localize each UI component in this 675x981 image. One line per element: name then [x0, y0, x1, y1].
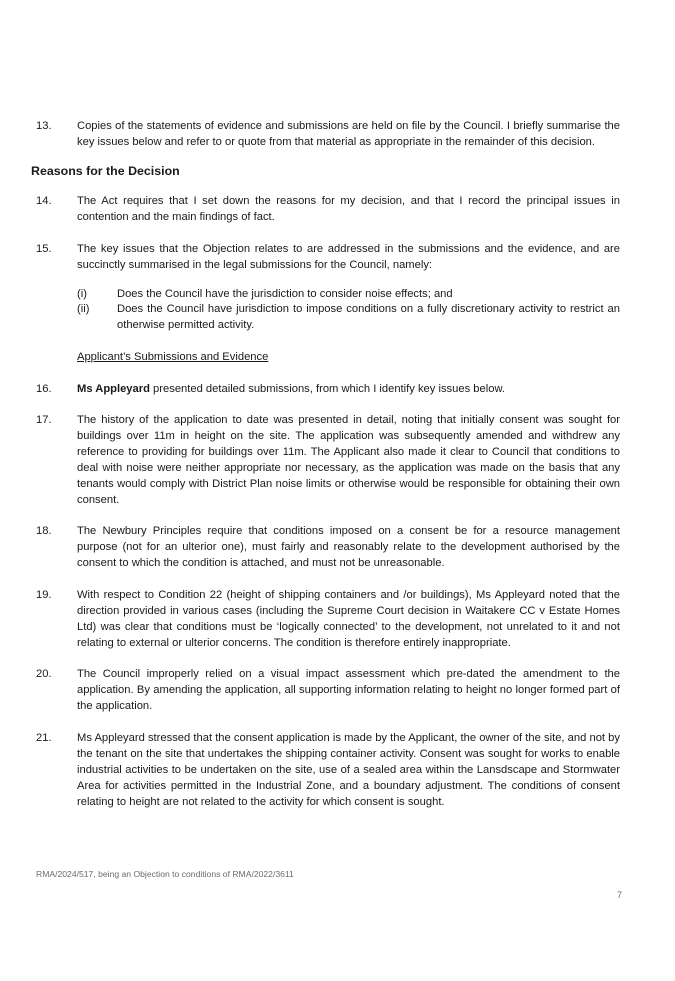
issue-text: Does the Council have jurisdiction to impose conditions on a fully discretionary activity to restrict an otherwise permitted activity.: [117, 303, 620, 331]
paragraph-text: The Council improperly relied on a visual impact assessment which pre-dated the amendment to the application. By amending the application, all supporting information relating to height no longer formed part of the application.: [77, 668, 620, 712]
paragraph-number: 21.: [36, 732, 52, 744]
paragraph-14: [36, 193, 620, 225]
footer-reference: RMA/2024/517, being an Objection to conditions of RMA/2022/3611: [36, 869, 294, 879]
subheading-applicant-submissions: Applicant’s Submissions and Evidence: [77, 351, 269, 363]
paragraph-text: The Act requires that I set down the reasons for my decision, and that I record the principal issues in contention and the main findings of fact.: [77, 195, 620, 223]
paragraph-number: 17.: [36, 414, 52, 426]
paragraph-13: [36, 118, 620, 150]
page-number: 7: [616, 890, 622, 900]
paragraph-text: [77, 381, 620, 397]
paragraph-20: [36, 666, 620, 714]
issue-item-1: [77, 286, 620, 302]
issue-text: Does the Council have the jurisdiction to consider noise effects; and: [117, 288, 453, 300]
paragraph-18: [36, 523, 620, 571]
paragraph-number: 13.: [36, 120, 52, 132]
paragraph-number: 18.: [36, 525, 52, 537]
issue-number: (i): [77, 288, 87, 300]
paragraph-text: Copies of the statements of evidence and submissions are held on file by the Council. I briefly summarise the key issues below and refer to or quote from that material as appropriate in the remainder of this decision.: [77, 120, 620, 148]
paragraph-text: The history of the application to date was presented in detail, noting that initially consent was sought for buildings over 11m in height on the site. The application was subsequently amended and withdrew any reference to providing for buildings over 11m. The Applicant also made it clear to Council that conditions to deal with noise were neither appropriate nor necessary, as the application was made on the basis that any tenants would comply with District Plan noise limits or otherwise would be responsible for obtaining their own consent.: [77, 414, 620, 506]
paragraph-body: presented detailed submissions, from which I identify key issues below.: [149, 383, 506, 395]
issue-item-2: [77, 301, 620, 333]
paragraph-text: With respect to Condition 22 (height of shipping containers and /or buildings), Ms Appleyard noted that the direction provided in various cases (including the Supreme Court decision in Waitakere CC v Estate Homes Ltd) was clear that conditions must be ‘logically connected’ to the development, not unrelated to it and not relating to external or ulterior concerns. The condition is therefore entirely inappropriate.: [77, 589, 620, 649]
paragraph-number: 16.: [36, 383, 52, 395]
paragraph-21: [36, 730, 620, 810]
paragraph-text: The key issues that the Objection relates to are addressed in the submissions and the evidence, and are succinctly summarised in the legal submissions for the Council, namely:: [77, 243, 620, 271]
paragraph-19: [36, 587, 620, 651]
paragraph-17: [36, 412, 620, 508]
paragraph-number: 20.: [36, 668, 52, 680]
paragraph-16: [36, 381, 620, 397]
paragraph-number: 19.: [36, 589, 52, 601]
issue-number: (ii): [77, 303, 90, 315]
paragraph-text: The Newbury Principles require that conditions imposed on a consent be for a resource management purpose (not for an ulterior one), must fairly and reasonably relate to the development authorised by the consent to which the condition is attached, and must not be unreasonable.: [77, 525, 620, 569]
paragraph-number: 15.: [36, 243, 52, 255]
paragraph-text: Ms Appleyard stressed that the consent application is made by the Applicant, the owner of the site, and not by the tenant on the site that undertakes the shipping container activity. Consent was sought for works to enable industrial activities to be undertaken on the site, use of a sealed area within the Lansdscape and Stormwater Area for activities permitted in the Industrial Zone, and a boundary adjustment. The conditions of consent relating to height are not related to the activity for which consent is sought.: [77, 732, 620, 808]
speaker-name: Ms Appleyard: [77, 383, 150, 395]
section-heading-reasons: Reasons for the Decision: [31, 164, 180, 178]
paragraph-number: 14.: [36, 195, 52, 207]
paragraph-15: [36, 241, 620, 273]
